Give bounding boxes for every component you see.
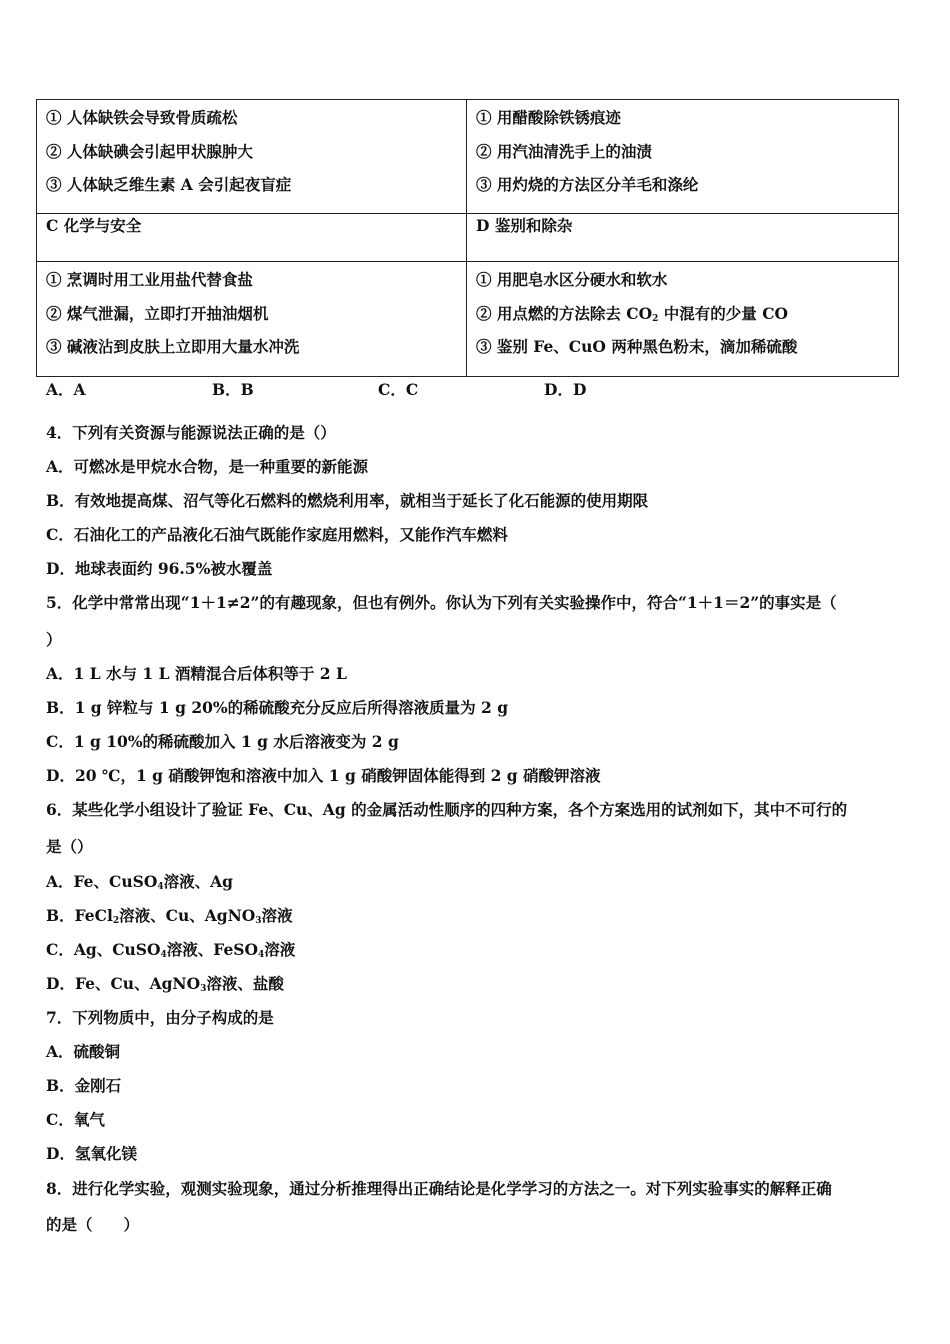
subscript: 4 [160, 950, 167, 960]
question-7-option-b[interactable]: B．金刚石 [46, 1076, 122, 1095]
text-part: ② 用点燃的方法除去 CO [476, 303, 653, 323]
question-5-option-d[interactable]: D．20 ℃，1 g 硝酸钾饱和溶液中加入 1 g 硝酸钾固体能得到 2 g 硝酸钾溶液 [46, 766, 601, 785]
question-4-stem: 4．下列有关资源与能源说法正确的是（） [46, 423, 336, 442]
question-5-option-c[interactable]: C．1 g 10%的稀硫酸加入 1 g 水后溶液变为 2 g [46, 732, 399, 751]
table-cell-life [467, 100, 899, 214]
text-part: 溶液、FeSO [166, 940, 258, 959]
table-cell-safety [37, 262, 467, 377]
question-5-stem-cont: ） [46, 630, 62, 649]
question-6-option-d[interactable] [46, 972, 284, 996]
question-6-option-c[interactable] [46, 938, 295, 962]
question-4-option-a[interactable]: A．可燃冰是甲烷水合物，是一种重要的新能源 [46, 457, 369, 476]
text-part: A．Fe、CuSO [46, 872, 158, 891]
table-header-c: C 化学与安全 [37, 214, 467, 262]
text-part: 溶液 [264, 940, 296, 959]
text-part: D．Fe、Cu、AgNO [46, 974, 201, 993]
table-cell-identify [467, 262, 899, 377]
table-line: ① 人体缺铁会导致骨质疏松 [46, 108, 238, 127]
question-6-stem: 6．某些化学小组设计了验证 Fe、Cu、Ag 的金属活动性顺序的四种方案，各个方案选用的试剂如下，其中不可行的 [46, 800, 848, 819]
table-line [476, 296, 889, 330]
question-4-option-b[interactable]: B．有效地提高煤、沼气等化石燃料的燃烧利用率，就相当于延长了化石能源的使用期限 [46, 491, 649, 510]
question-6-stem-cont: 是（） [46, 837, 93, 856]
text-part: 溶液、盐酸 [206, 974, 284, 993]
subscript: 2 [652, 313, 659, 324]
option-c[interactable]: C．C [378, 380, 419, 399]
table-header-d: D 鉴别和除杂 [467, 214, 899, 262]
question-5-option-b[interactable]: B．1 g 锌粒与 1 g 20%的稀硫酸充分反应后所得溶液质量为 2 g [46, 698, 509, 717]
table-line: ② 煤气泄漏，立即打开抽油烟机 [46, 303, 269, 323]
table-cell-health [37, 100, 467, 214]
text-part: C．Ag、CuSO [46, 940, 161, 959]
question-4-option-d[interactable]: D．地球表面约 96.5%被水覆盖 [46, 559, 273, 578]
question-5-option-a[interactable]: A．1 L 水与 1 L 酒精混合后体积等于 2 L [46, 664, 347, 683]
subscript: 4 [157, 882, 164, 892]
question-7-stem: 7．下列物质中，由分子构成的是 [46, 1008, 274, 1027]
option-b[interactable]: B．B [212, 380, 254, 399]
table-line: ③ 鉴别 Fe、CuO 两种黑色粉末，滴加稀硫酸 [476, 337, 798, 356]
question-7-option-d[interactable]: D．氢氧化镁 [46, 1144, 137, 1163]
option-a[interactable]: A．A [46, 380, 86, 399]
question-4-option-c[interactable]: C．石油化工的产品液化石油气既能作家庭用燃料，又能作汽车燃料 [46, 525, 508, 544]
table-line: ② 人体缺碘会引起甲状腺肿大 [46, 141, 253, 161]
text-part: 溶液 [261, 906, 293, 925]
question-8-stem: 8．进行化学实验，观测实验现象，通过分析推理得出正确结论是化学学习的方法之一。对下列实验事实的解释正确 [46, 1179, 832, 1198]
text-part: B．FeCl [46, 906, 113, 925]
text-part: 溶液、Ag [163, 872, 233, 891]
table-line: ① 用肥皂水区分硬水和软水 [476, 270, 668, 289]
question-5-stem: 5．化学中常常出现“1＋1≠2”的有趣现象，但也有例外。你认为下列有关实验操作中，符合“1＋1＝2”的事实是（ [46, 593, 837, 612]
option-d[interactable]: D．D [544, 380, 587, 399]
question-3-table [36, 99, 899, 377]
question-6-option-b[interactable] [46, 904, 293, 928]
subscript: 3 [200, 984, 207, 994]
question-6-option-a[interactable] [46, 870, 233, 894]
subscript: 2 [112, 916, 120, 926]
question-8-stem-cont: 的是（ ） [46, 1215, 140, 1234]
text-part: 中混有的少量 CO [658, 303, 789, 323]
question-7-option-c[interactable]: C．氧气 [46, 1110, 105, 1129]
table-line: ③ 碱液沾到皮肤上立即用大量水冲洗 [46, 337, 300, 356]
question-7-option-a[interactable]: A．硫酸铜 [46, 1042, 121, 1061]
text-part: 溶液、Cu、AgNO [119, 906, 256, 925]
table-line: ③ 人体缺乏维生素 A 会引起夜盲症 [46, 175, 292, 194]
question-3-options [46, 378, 586, 402]
subscript: 3 [255, 916, 262, 926]
table-line: ① 烹调时用工业用盐代替食盐 [46, 270, 253, 289]
subscript: 4 [258, 950, 265, 960]
table-line: ② 用汽油清洗手上的油渍 [476, 141, 652, 161]
table-line: ③ 用灼烧的方法区分羊毛和涤纶 [476, 175, 699, 194]
table-line: ① 用醋酸除铁锈痕迹 [476, 108, 621, 127]
